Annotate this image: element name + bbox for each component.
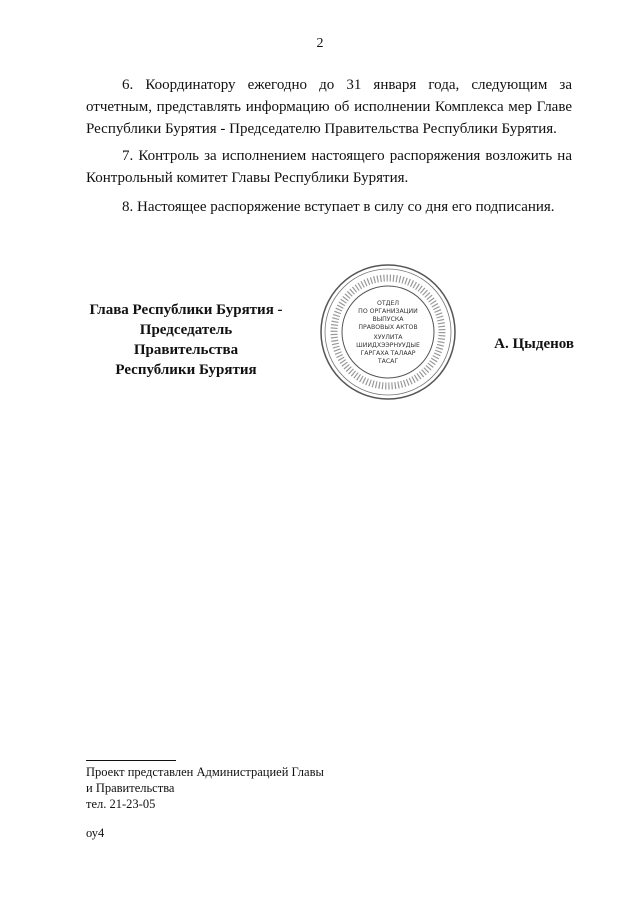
- seal-line-5: ХУУЛИТА: [373, 334, 403, 341]
- signatory-title-line-1: Глава Республики Бурятия -: [89, 302, 283, 318]
- signatory-title-line-2: Председатель Правительства: [133, 322, 239, 358]
- footnote-line-1: Проект представлен Администрацией Главы: [86, 765, 324, 779]
- signer-name: А. Цыденов: [494, 336, 574, 352]
- paragraph-7: 7. Контроль за исполнением настоящего распоряжения возложить на Контрольный комитет Главы Республики Бурятия.: [86, 148, 572, 186]
- signatory-title-line-3: Республики Бурятия: [115, 362, 257, 378]
- document-code: оу4: [86, 826, 105, 840]
- footnote-line-2: и Правительства: [86, 781, 175, 795]
- seal-line-2: ПО ОРГАНИЗАЦИИ: [358, 308, 418, 315]
- official-seal: [318, 262, 458, 402]
- seal-line-7: ГАРГАХА ТАЛААР: [360, 350, 416, 357]
- signatory-title: [86, 300, 286, 380]
- seal-line-3: ВЫПУСКА: [372, 316, 404, 323]
- footnote-phone: тел. 21-23-05: [86, 797, 156, 811]
- seal-line-4: ПРАВОВЫХ АКТОВ: [358, 324, 418, 331]
- seal-line-6: ШИИДХЭЭРНУУДЫЕ: [356, 342, 420, 349]
- seal-center-text: [356, 300, 420, 365]
- paragraph-8: 8. Настоящее распоряжение вступает в силу со дня его подписания.: [122, 199, 555, 215]
- page-number: 2: [316, 36, 324, 51]
- seal-line-1: ОТДЕЛ: [376, 300, 400, 307]
- footnote-divider: [86, 760, 176, 761]
- paragraph-6: 6. Координатору ежегодно до 31 января года, следующим за отчетным, представлять информацию об исполнении Комплекса мер Главе Республики Бурятия - Председателю Правительства Республики Бурятия.: [86, 77, 572, 137]
- seal-line-8: ТАСАГ: [377, 358, 399, 365]
- footnote: [86, 764, 324, 812]
